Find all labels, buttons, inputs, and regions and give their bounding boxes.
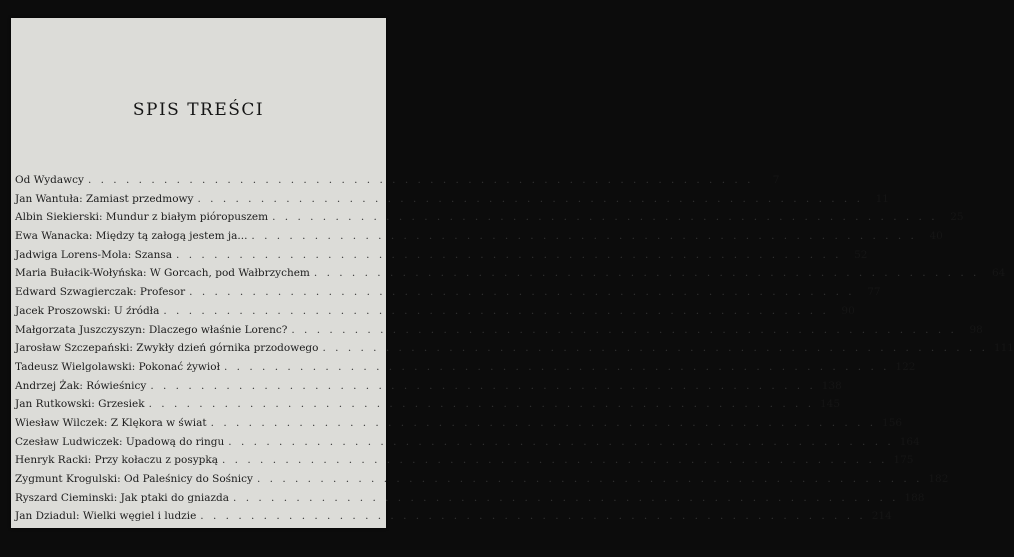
- toc-entry: [15, 323, 983, 343]
- toc-entry: [15, 435, 920, 455]
- toc-leader-dots: [314, 267, 979, 279]
- toc-leader-dots: [149, 398, 814, 410]
- toc-leader-dots: [211, 417, 876, 429]
- toc-leader-dots: [257, 473, 922, 485]
- toc-leader-dots: [88, 174, 753, 186]
- toc-entry-page: 52: [854, 248, 868, 261]
- toc-leader-dots: [200, 510, 865, 522]
- toc-entry-page: 138: [821, 379, 842, 392]
- toc-entry-page: 11: [875, 192, 889, 205]
- toc-leader-dots: [291, 324, 956, 336]
- toc-leader-dots: [222, 454, 887, 466]
- toc-entry-page: 77: [867, 286, 881, 299]
- toc-leader-dots: [197, 193, 862, 205]
- toc-entry: [15, 211, 964, 230]
- toc-entry-page: 214: [871, 510, 892, 523]
- toc-entry: [15, 379, 842, 399]
- toc-leader-dots: [176, 249, 841, 261]
- toc-leader-dots: [224, 361, 889, 373]
- toc-entry-page: 64: [991, 267, 1006, 280]
- toc-entry: [15, 398, 841, 417]
- toc-leader-dots: [150, 380, 815, 392]
- toc-entry-page: 188: [904, 491, 925, 504]
- table-of-contents: [15, 174, 1014, 529]
- toc-entry-page: 111: [993, 342, 1014, 355]
- toc-entry-page: 98: [969, 323, 983, 336]
- toc-entry: [15, 174, 780, 193]
- toc-entry-text: Czesław Ludwiczek: Upadową do ringu: [15, 435, 225, 448]
- toc-entry: [15, 510, 892, 529]
- book-page: [11, 18, 1014, 528]
- toc-entry-page: 25: [950, 211, 964, 224]
- toc-entry-text: Ryszard Cieminski: Jak ptaki do gniazda: [15, 491, 230, 504]
- toc-entry-text: Ewa Wanacka: Między tą załogą jestem ja...: [15, 230, 248, 243]
- toc-leader-dots: [228, 436, 893, 448]
- toc-entry: [15, 342, 1014, 361]
- toc-entry: [15, 267, 1006, 286]
- toc-entry-text: Od Wydawcy: [15, 174, 84, 186]
- toc-entry-text: Maria Bułacik-Wołyńska: W Gorcach, pod Wałbrzychem: [15, 267, 310, 280]
- toc-leader-dots: [163, 305, 828, 317]
- toc-leader-dots: [272, 211, 937, 223]
- toc-entry-text: Jadwiga Lorens-Mola: Szansa: [15, 248, 173, 261]
- toc-leader-dots: [322, 342, 987, 354]
- toc-entry: [15, 304, 855, 324]
- toc-entry: [15, 248, 868, 268]
- toc-entry-page: 40: [929, 230, 943, 243]
- toc-entry: [15, 416, 903, 436]
- toc-entry-text: Zygmunt Krogulski: Od Paleśnicy do Sośnicy: [15, 473, 253, 485]
- toc-entry-text: Jan Rutkowski: Grzesiek: [15, 398, 145, 411]
- toc-entry-page: 7: [772, 174, 780, 186]
- toc-entry-text: Jacek Proszowski: U źródła: [15, 304, 160, 317]
- toc-entry-text: Jan Dziadul: Wielki węgiel i ludzie: [15, 510, 197, 523]
- toc-entry-page: 145: [820, 398, 841, 411]
- toc-entry-text: Andrzej Żak: Rówieśnicy: [15, 379, 147, 392]
- toc-leader-dots: [189, 286, 854, 298]
- toc-entry-text: Tadeusz Wielgolawski: Pokonać żywioł: [15, 360, 220, 373]
- toc-entry-page: 90: [841, 304, 855, 317]
- toc-entry-page: 164: [899, 435, 920, 448]
- toc-entry: [15, 230, 943, 249]
- page-title: SPIS TREŚCI: [132, 100, 265, 120]
- toc-entry: [15, 473, 949, 492]
- toc-entry: [15, 491, 925, 511]
- toc-entry-text: Henryk Racki: Przy kołaczu z posypką: [15, 454, 218, 467]
- toc-entry-text: Wiesław Wilczek: Z Klękora w świat: [15, 416, 207, 429]
- toc-entry: [15, 192, 889, 212]
- toc-entry-page: 182: [928, 473, 949, 485]
- toc-entry-text: Małgorzata Juszczyszyn: Dlaczego właśnie Lorenc?: [15, 323, 288, 336]
- toc-entry-text: Albin Siekierski: Mundur z białym pióropuszem: [15, 211, 269, 224]
- toc-entry: [15, 286, 881, 305]
- toc-entry-page: 122: [895, 360, 916, 373]
- toc-entry-page: 175: [893, 454, 914, 467]
- toc-entry-text: Edward Szwagierczak: Profesor: [15, 286, 186, 299]
- toc-leader-dots: [251, 230, 916, 242]
- toc-entry-text: Jarosław Szczepański: Zwykły dzień górnika przodowego: [15, 342, 319, 355]
- toc-leader-dots: [233, 492, 898, 504]
- toc-entry-text: Jan Wantuła: Zamiast przedmowy: [15, 192, 194, 205]
- toc-entry: [15, 360, 916, 380]
- toc-entry: [15, 454, 914, 473]
- toc-entry-page: 156: [882, 416, 903, 429]
